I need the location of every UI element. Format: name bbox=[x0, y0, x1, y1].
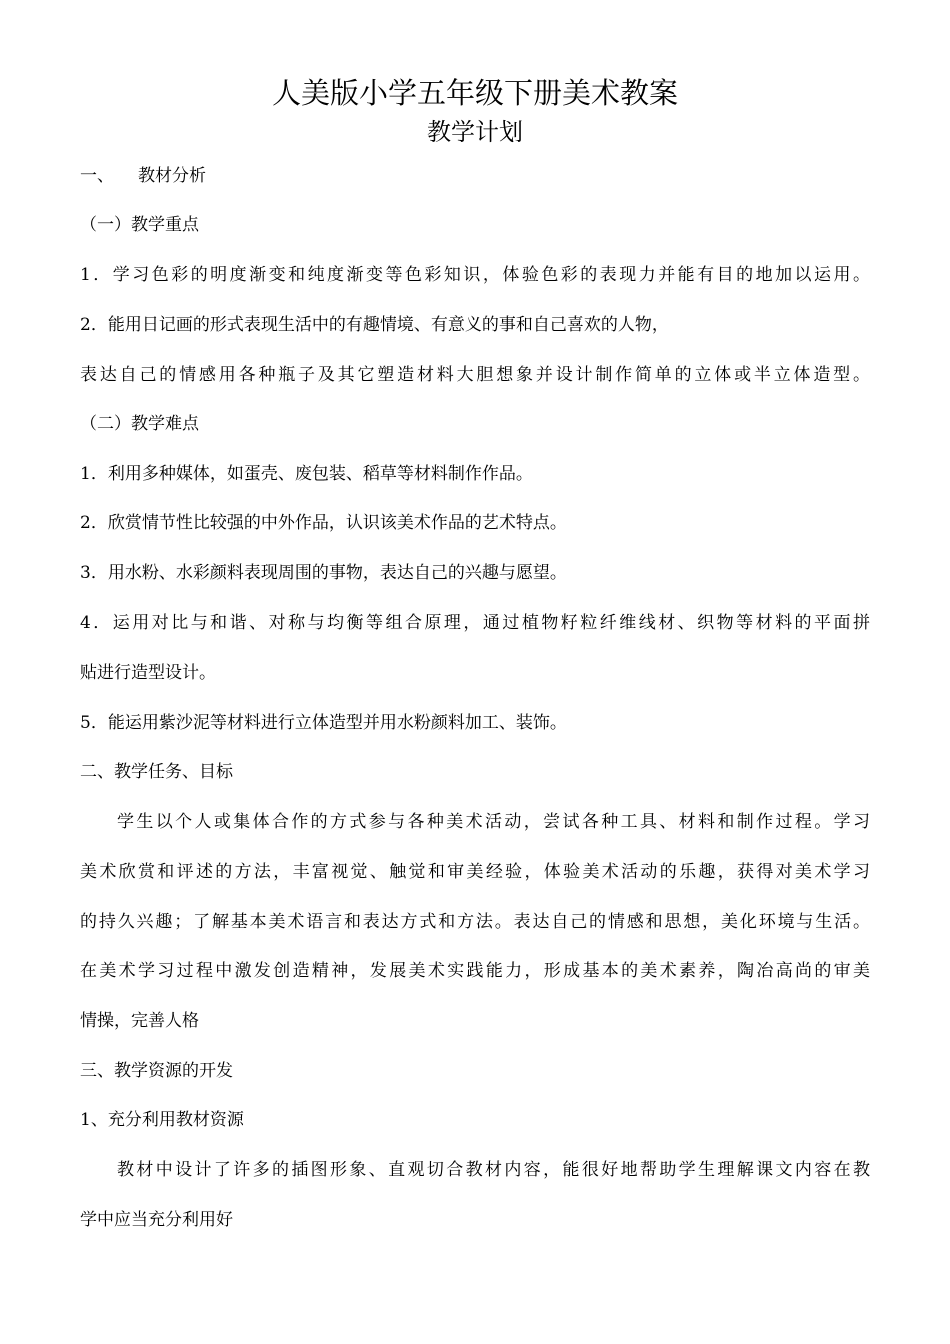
section-3-heading: 三、教学资源的开发 bbox=[80, 1061, 233, 1081]
section-2-paragraph-line: 情操，完善人格 bbox=[80, 1011, 199, 1031]
section-3-paragraph-line: 教材中设计了许多的插图形象、直观切合教材内容，能很好地帮助学生理解课文内容在教 bbox=[117, 1160, 870, 1180]
difficulty-item: 5．能运用紫沙泥等材料进行立体造型并用水粉颜料加工、装饰。 bbox=[80, 713, 567, 733]
section-3-paragraph-line: 学中应当充分利用好 bbox=[80, 1210, 233, 1230]
subsection-difficulties-heading: （二）教学难点 bbox=[80, 414, 199, 434]
section-3-subheading: 1、充分利用教材资源 bbox=[80, 1110, 244, 1130]
difficulty-item: 3．用水粉、水彩颜料表现周围的事物，表达自己的兴趣与愿望。 bbox=[80, 563, 567, 583]
section-2-paragraph-line: 美术欣赏和评述的方法，丰富视觉、触觉和审美经验，体验美术活动的乐趣，获得对美术学习 bbox=[80, 862, 870, 882]
key-point-item: 1．学习色彩的明度渐变和纯度渐变等色彩知识，体验色彩的表现力并能有目的地加以运用。 bbox=[80, 265, 870, 285]
section-2-paragraph-line: 学生以个人或集体合作的方式参与各种美术活动，尝试各种工具、材料和制作过程。学习 bbox=[117, 812, 870, 832]
section-1-number: 一、 bbox=[80, 166, 114, 186]
difficulty-item: 2．欣赏情节性比较强的中外作品，认识该美术作品的艺术特点。 bbox=[80, 513, 567, 533]
section-1-title: 教材分析 bbox=[138, 166, 206, 186]
subsection-key-points-heading: （一）教学重点 bbox=[80, 215, 199, 235]
section-1-heading bbox=[80, 163, 870, 189]
difficulty-item: 4．运用对比与和谐、对称与均衡等组合原理，通过植物籽粒纤维线材、织物等材料的平面拼 bbox=[80, 613, 870, 633]
difficulty-item: 贴进行造型设计。 bbox=[80, 663, 216, 683]
key-point-item: 2．能用日记画的形式表现生活中的有趣情境、有意义的事和自己喜欢的人物， bbox=[80, 315, 669, 335]
section-2-heading: 二、教学任务、目标 bbox=[80, 762, 233, 782]
key-point-item: 表达自己的情感用各种瓶子及其它塑造材料大胆想象并设计制作简单的立体或半立体造型。 bbox=[80, 365, 870, 385]
document-subtitle: 教学计划 bbox=[427, 118, 523, 146]
section-2-paragraph-line: 的持久兴趣；了解基本美术语言和表达方式和方法。表达自己的情感和思想，美化环境与生活。 bbox=[80, 912, 870, 932]
difficulty-item: 1．利用多种媒体，如蛋壳、废包装、稻草等材料制作作品。 bbox=[80, 464, 533, 484]
section-2-paragraph-line: 在美术学习过程中激发创造精神，发展美术实践能力，形成基本的美术素养，陶冶高尚的审美 bbox=[80, 961, 870, 981]
document-title: 人美版小学五年级下册美术教案 bbox=[271, 76, 678, 110]
